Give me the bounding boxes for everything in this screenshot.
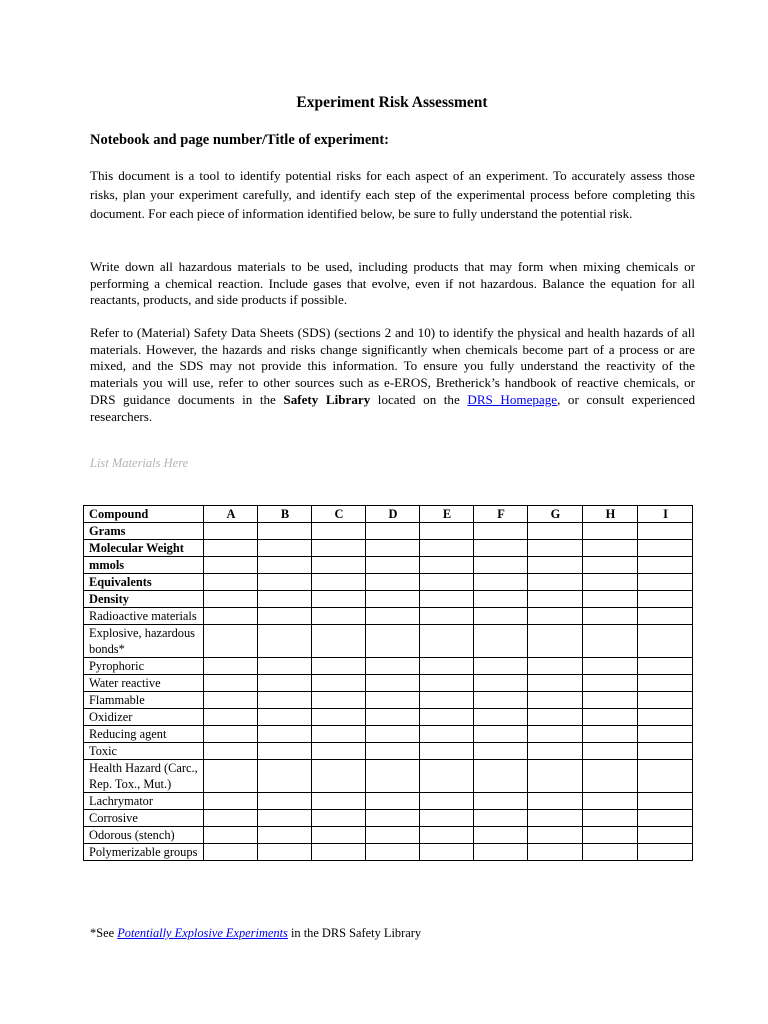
entry-cell[interactable]	[204, 591, 258, 608]
entry-cell[interactable]	[420, 523, 474, 540]
entry-cell[interactable]	[474, 591, 528, 608]
table-row	[84, 793, 693, 810]
entry-cell[interactable]	[638, 827, 693, 844]
entry-cell[interactable]	[258, 760, 312, 793]
column-header: B	[258, 506, 312, 523]
entry-cell[interactable]	[638, 540, 693, 557]
page-title: Experiment Risk Assessment	[296, 94, 488, 111]
row-label: Lachrymator	[84, 793, 204, 810]
entry-cell[interactable]	[638, 574, 693, 591]
entry-cell[interactable]	[312, 625, 366, 658]
entry-cell[interactable]	[366, 810, 420, 827]
entry-cell[interactable]	[474, 709, 528, 726]
entry-cell[interactable]	[638, 743, 693, 760]
entry-cell[interactable]	[420, 743, 474, 760]
entry-cell[interactable]	[204, 625, 258, 658]
entry-cell[interactable]	[204, 726, 258, 743]
entry-cell[interactable]	[258, 793, 312, 810]
entry-cell[interactable]	[583, 557, 638, 574]
experiment-title-label: Notebook and page number/Title of experiment:	[90, 132, 389, 148]
row-label: Polymerizable groups	[84, 844, 204, 861]
entry-cell[interactable]	[638, 658, 693, 675]
entry-cell[interactable]	[528, 658, 583, 675]
row-label: Corrosive	[84, 810, 204, 827]
entry-cell[interactable]	[420, 793, 474, 810]
column-header: F	[474, 506, 528, 523]
sds-text-2: located on the	[370, 391, 468, 407]
entry-cell[interactable]	[204, 608, 258, 625]
row-label: Reducing agent	[84, 726, 204, 743]
table-row	[84, 540, 693, 557]
entry-cell[interactable]	[366, 540, 420, 557]
compound-header: Compound	[84, 506, 204, 523]
row-label: Density	[84, 591, 204, 608]
footnote-prefix: *See	[90, 926, 118, 940]
entry-cell[interactable]	[420, 574, 474, 591]
explosive-experiments-link[interactable]: Potentially Explosive Experiments	[117, 926, 288, 940]
entry-cell[interactable]	[312, 675, 366, 692]
entry-cell[interactable]	[366, 844, 420, 861]
entry-cell[interactable]	[366, 793, 420, 810]
entry-cell[interactable]	[583, 523, 638, 540]
table-row	[84, 574, 693, 591]
entry-cell[interactable]	[204, 692, 258, 709]
entry-cell[interactable]	[258, 557, 312, 574]
entry-cell[interactable]	[366, 557, 420, 574]
drs-homepage-link[interactable]: DRS Homepage	[467, 391, 558, 407]
row-label: Explosive, hazardous bonds*	[84, 625, 204, 658]
entry-cell[interactable]	[366, 658, 420, 675]
entry-cell[interactable]	[366, 827, 420, 844]
entry-cell[interactable]	[312, 760, 366, 793]
row-label: Water reactive	[84, 675, 204, 692]
table-row	[84, 743, 693, 760]
entry-cell[interactable]	[638, 591, 693, 608]
row-label: Pyrophoric	[84, 658, 204, 675]
entry-cell[interactable]	[474, 726, 528, 743]
risk-assessment-table	[83, 505, 693, 861]
entry-cell[interactable]	[312, 844, 366, 861]
entry-cell[interactable]	[204, 675, 258, 692]
column-header: E	[420, 506, 474, 523]
table-row	[84, 658, 693, 675]
entry-cell[interactable]	[474, 793, 528, 810]
entry-cell[interactable]	[528, 523, 583, 540]
entry-cell[interactable]	[638, 793, 693, 810]
entry-cell[interactable]	[420, 726, 474, 743]
footnote	[90, 926, 421, 941]
entry-cell[interactable]	[528, 692, 583, 709]
entry-cell[interactable]	[366, 574, 420, 591]
entry-cell[interactable]	[528, 743, 583, 760]
entry-cell[interactable]	[528, 557, 583, 574]
table-row	[84, 709, 693, 726]
entry-cell[interactable]	[474, 675, 528, 692]
entry-cell[interactable]	[366, 523, 420, 540]
entry-cell[interactable]	[474, 827, 528, 844]
entry-cell[interactable]	[474, 692, 528, 709]
entry-cell[interactable]	[204, 523, 258, 540]
table-row	[84, 625, 693, 658]
entry-cell[interactable]	[583, 540, 638, 557]
entry-cell[interactable]	[420, 591, 474, 608]
entry-cell[interactable]	[638, 692, 693, 709]
column-header: D	[366, 506, 420, 523]
entry-cell[interactable]	[474, 844, 528, 861]
entry-cell[interactable]	[474, 743, 528, 760]
table-row	[84, 591, 693, 608]
entry-cell[interactable]	[312, 810, 366, 827]
table-row	[84, 692, 693, 709]
entry-cell[interactable]	[638, 709, 693, 726]
entry-cell[interactable]	[312, 692, 366, 709]
entry-cell[interactable]	[258, 523, 312, 540]
entry-cell[interactable]	[583, 793, 638, 810]
entry-cell[interactable]	[312, 591, 366, 608]
entry-cell[interactable]	[638, 608, 693, 625]
entry-cell[interactable]	[258, 608, 312, 625]
row-label: Odorous (stench)	[84, 827, 204, 844]
entry-cell[interactable]	[204, 557, 258, 574]
entry-cell[interactable]	[528, 726, 583, 743]
entry-cell[interactable]	[258, 743, 312, 760]
entry-cell[interactable]	[204, 743, 258, 760]
entry-cell[interactable]	[258, 540, 312, 557]
entry-cell[interactable]	[420, 675, 474, 692]
entry-cell[interactable]	[528, 827, 583, 844]
entry-cell[interactable]	[474, 540, 528, 557]
entry-cell[interactable]	[583, 760, 638, 793]
entry-cell[interactable]	[258, 844, 312, 861]
entry-cell[interactable]	[583, 726, 638, 743]
entry-cell[interactable]	[583, 743, 638, 760]
sds-paragraph	[90, 325, 695, 425]
entry-cell[interactable]	[583, 675, 638, 692]
entry-cell[interactable]	[420, 844, 474, 861]
materials-placeholder-field[interactable]: List Materials Here	[90, 456, 189, 470]
entry-cell[interactable]	[312, 574, 366, 591]
entry-cell[interactable]	[583, 692, 638, 709]
table-row	[84, 726, 693, 743]
entry-cell[interactable]	[528, 675, 583, 692]
entry-cell[interactable]	[312, 540, 366, 557]
entry-cell[interactable]	[638, 760, 693, 793]
entry-cell[interactable]	[366, 743, 420, 760]
entry-cell[interactable]	[204, 574, 258, 591]
entry-cell[interactable]	[366, 709, 420, 726]
entry-cell[interactable]	[258, 675, 312, 692]
materials-paragraph: Write down all hazardous materials to be used, including products that may form when mixing chemicals or performing a chemical reaction. Include gases that evolve, even if not hazardous. Balance the equation for all reactants, products, and side products if possible.	[90, 259, 695, 308]
entry-cell[interactable]	[474, 658, 528, 675]
entry-cell[interactable]	[258, 827, 312, 844]
table-header-row	[84, 506, 693, 523]
entry-cell[interactable]	[204, 827, 258, 844]
entry-cell[interactable]	[366, 625, 420, 658]
entry-cell[interactable]	[474, 523, 528, 540]
entry-cell[interactable]	[312, 557, 366, 574]
entry-cell[interactable]	[638, 557, 693, 574]
entry-cell[interactable]	[638, 726, 693, 743]
entry-cell[interactable]	[258, 591, 312, 608]
table-row	[84, 760, 693, 793]
entry-cell[interactable]	[204, 810, 258, 827]
row-label: Grams	[84, 523, 204, 540]
column-header: A	[204, 506, 258, 523]
entry-cell[interactable]	[366, 692, 420, 709]
entry-cell[interactable]	[312, 523, 366, 540]
entry-cell[interactable]	[312, 709, 366, 726]
entry-cell[interactable]	[420, 540, 474, 557]
entry-cell[interactable]	[258, 709, 312, 726]
entry-cell[interactable]	[528, 760, 583, 793]
entry-cell[interactable]	[312, 608, 366, 625]
entry-cell[interactable]	[258, 658, 312, 675]
entry-cell[interactable]	[366, 760, 420, 793]
entry-cell[interactable]	[204, 709, 258, 726]
row-label: Oxidizer	[84, 709, 204, 726]
entry-cell[interactable]	[420, 692, 474, 709]
entry-cell[interactable]	[204, 540, 258, 557]
table-row	[84, 523, 693, 540]
entry-cell[interactable]	[420, 827, 474, 844]
entry-cell[interactable]	[204, 793, 258, 810]
entry-cell[interactable]	[420, 608, 474, 625]
entry-cell[interactable]	[583, 844, 638, 861]
entry-cell[interactable]	[258, 692, 312, 709]
intro-paragraph: This document is a tool to identify potential risks for each aspect of an experiment. To accurately assess those risks, plan your experiment carefully, and identify each step of the experimental process before completing this document. For each piece of information identified below, be sure to fully understand the potential risk.	[90, 168, 695, 221]
entry-cell[interactable]	[204, 760, 258, 793]
entry-cell[interactable]	[420, 557, 474, 574]
table-row	[84, 844, 693, 861]
entry-cell[interactable]	[528, 793, 583, 810]
entry-cell[interactable]	[583, 608, 638, 625]
entry-cell[interactable]	[366, 591, 420, 608]
entry-cell[interactable]	[366, 608, 420, 625]
entry-cell[interactable]	[420, 810, 474, 827]
entry-cell[interactable]	[258, 574, 312, 591]
column-header: I	[638, 506, 693, 523]
entry-cell[interactable]	[312, 658, 366, 675]
entry-cell[interactable]	[312, 827, 366, 844]
entry-cell[interactable]	[366, 675, 420, 692]
entry-cell[interactable]	[528, 844, 583, 861]
row-label: Radioactive materials	[84, 608, 204, 625]
row-label: Equivalents	[84, 574, 204, 591]
column-header: C	[312, 506, 366, 523]
table-row	[84, 675, 693, 692]
entry-cell[interactable]	[528, 591, 583, 608]
entry-cell[interactable]	[583, 574, 638, 591]
row-label: Flammable	[84, 692, 204, 709]
entry-cell[interactable]	[312, 743, 366, 760]
table-row	[84, 557, 693, 574]
table-row	[84, 608, 693, 625]
entry-cell[interactable]	[638, 810, 693, 827]
entry-cell[interactable]	[638, 675, 693, 692]
entry-cell[interactable]	[474, 574, 528, 591]
column-header: G	[528, 506, 583, 523]
entry-cell[interactable]	[638, 625, 693, 658]
entry-cell[interactable]	[474, 608, 528, 625]
entry-cell[interactable]	[312, 793, 366, 810]
row-label: Molecular Weight	[84, 540, 204, 557]
entry-cell[interactable]	[420, 658, 474, 675]
entry-cell[interactable]	[258, 726, 312, 743]
entry-cell[interactable]	[420, 625, 474, 658]
entry-cell[interactable]	[474, 557, 528, 574]
sds-text-3: , or consult experienced researchers.	[90, 391, 696, 424]
entry-cell[interactable]	[204, 658, 258, 675]
entry-cell[interactable]	[204, 844, 258, 861]
footnote-suffix: in the DRS Safety Library	[287, 926, 422, 940]
entry-cell[interactable]	[638, 844, 693, 861]
entry-cell[interactable]	[474, 760, 528, 793]
entry-cell[interactable]	[474, 625, 528, 658]
entry-cell[interactable]	[420, 709, 474, 726]
entry-cell[interactable]	[528, 608, 583, 625]
entry-cell[interactable]	[583, 625, 638, 658]
entry-cell[interactable]	[474, 810, 528, 827]
entry-cell[interactable]	[312, 726, 366, 743]
row-label: Health Hazard (Carc., Rep. Tox., Mut.)	[84, 760, 204, 793]
entry-cell[interactable]	[420, 760, 474, 793]
entry-cell[interactable]	[258, 625, 312, 658]
entry-cell[interactable]	[583, 810, 638, 827]
entry-cell[interactable]	[583, 827, 638, 844]
entry-cell[interactable]	[528, 540, 583, 557]
entry-cell[interactable]	[528, 810, 583, 827]
entry-cell[interactable]	[583, 709, 638, 726]
sds-text-1: Refer to (Material) Safety Data Sheets (SDS) (sections 2 and 10) to identify the physical and health hazards of all materials. However, the hazards and risks change significantly when chemicals become part of a process or are mixed, and the SDS may not provide this information. To ensure you fully understand the reactivity of the materials you will use, refer to other sources such as e-EROS, Bretherick’s handbook of reactive chemicals, or DRS guidance documents in the	[90, 325, 695, 407]
entry-cell[interactable]	[528, 574, 583, 591]
table-row	[84, 827, 693, 844]
row-label: mmols	[84, 557, 204, 574]
entry-cell[interactable]	[638, 523, 693, 540]
entry-cell[interactable]	[583, 658, 638, 675]
entry-cell[interactable]	[366, 726, 420, 743]
safety-library-bold: Safety Library	[283, 391, 371, 407]
column-header: H	[583, 506, 638, 523]
row-label: Toxic	[84, 743, 204, 760]
entry-cell[interactable]	[528, 709, 583, 726]
entry-cell[interactable]	[528, 625, 583, 658]
entry-cell[interactable]	[258, 810, 312, 827]
entry-cell[interactable]	[583, 591, 638, 608]
table-row	[84, 810, 693, 827]
